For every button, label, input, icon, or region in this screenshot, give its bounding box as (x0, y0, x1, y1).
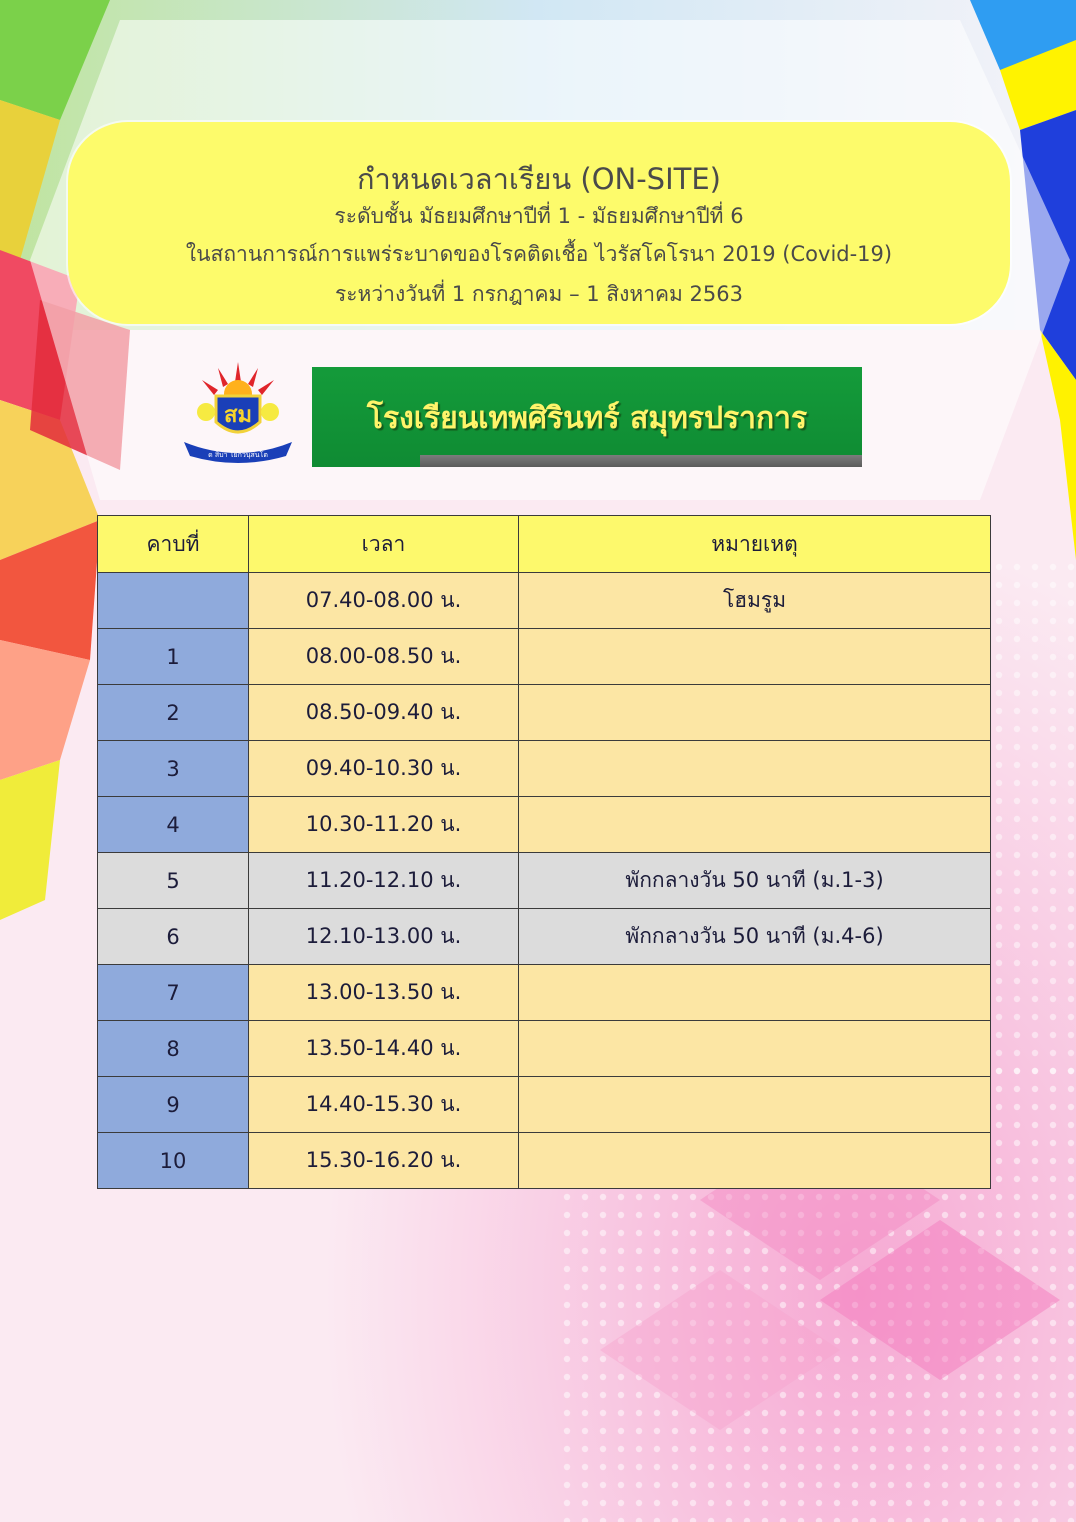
period-cell: 1 (98, 629, 249, 685)
header-time: เวลา (249, 516, 519, 573)
time-cell: 13.50-14.40 น. (249, 1021, 519, 1077)
schedule-table (97, 515, 991, 1189)
period-cell: 6 (98, 909, 249, 965)
period-cell: 10 (98, 1133, 249, 1189)
situation-line: ในสถานการณ์การแพร่ระบาดของโรคติดเชื้อ ไวรัสโคโรนา 2019 (Covid-19) (185, 242, 893, 266)
school-name: โรงเรียนเทพศิรินทร์ สมุทรปราการ (366, 401, 808, 436)
time-cell: 14.40-15.30 น. (249, 1077, 519, 1133)
page-title: กำหนดเวลาเรียน (ON-SITE) (356, 162, 721, 196)
note-cell (519, 1021, 991, 1077)
period-cell (98, 573, 249, 629)
table-row (98, 573, 991, 629)
note-cell (519, 629, 991, 685)
school-logo-icon (178, 360, 298, 464)
note-cell (519, 685, 991, 741)
note-cell (519, 741, 991, 797)
note-cell (519, 797, 991, 853)
note-cell (519, 965, 991, 1021)
time-cell: 12.10-13.00 น. (249, 909, 519, 965)
table-row (98, 797, 991, 853)
title-box (68, 122, 1010, 324)
period-cell: 2 (98, 685, 249, 741)
table-row (98, 741, 991, 797)
table-row (98, 1133, 991, 1189)
table-row (98, 853, 991, 909)
table-row (98, 965, 991, 1021)
time-cell: 07.40-08.00 น. (249, 573, 519, 629)
table-row (98, 909, 991, 965)
period-cell: 7 (98, 965, 249, 1021)
time-cell: 10.30-11.20 น. (249, 797, 519, 853)
note-cell (519, 1133, 991, 1189)
period-cell: 5 (98, 853, 249, 909)
table-row (98, 1077, 991, 1133)
table-row (98, 685, 991, 741)
header-period: คาบที่ (98, 516, 249, 573)
grade-level: ระดับชั้น มัธยมศึกษาปีที่ 1 - มัธยมศึกษาปีที่ 6 (334, 204, 744, 228)
note-cell: โฮมรูม (519, 573, 991, 629)
period-cell: 8 (98, 1021, 249, 1077)
period-cell: 3 (98, 741, 249, 797)
time-cell: 11.20-12.10 น. (249, 853, 519, 909)
banner-shadow-strip (420, 455, 862, 467)
date-range: ระหว่างวันที่ 1 กรกฎาคม – 1 สิงหาคม 2563 (334, 282, 744, 306)
header-note: หมายเหตุ (519, 516, 991, 573)
table-row (98, 629, 991, 685)
time-cell: 08.00-08.50 น. (249, 629, 519, 685)
time-cell: 09.40-10.30 น. (249, 741, 519, 797)
time-cell: 15.30-16.20 น. (249, 1133, 519, 1189)
period-cell: 4 (98, 797, 249, 853)
school-banner (312, 367, 862, 467)
note-cell: พักกลางวัน 50 นาที (ม.4-6) (519, 909, 991, 965)
note-cell: พักกลางวัน 50 นาที (ม.1-3) (519, 853, 991, 909)
table-header-row (98, 516, 991, 573)
table-row (98, 1021, 991, 1077)
logo-initials: สม (224, 403, 252, 428)
period-cell: 9 (98, 1077, 249, 1133)
note-cell (519, 1077, 991, 1133)
logo-caption: ด สิบา โยกวนุสนโต (208, 451, 268, 459)
time-cell: 08.50-09.40 น. (249, 685, 519, 741)
time-cell: 13.00-13.50 น. (249, 965, 519, 1021)
